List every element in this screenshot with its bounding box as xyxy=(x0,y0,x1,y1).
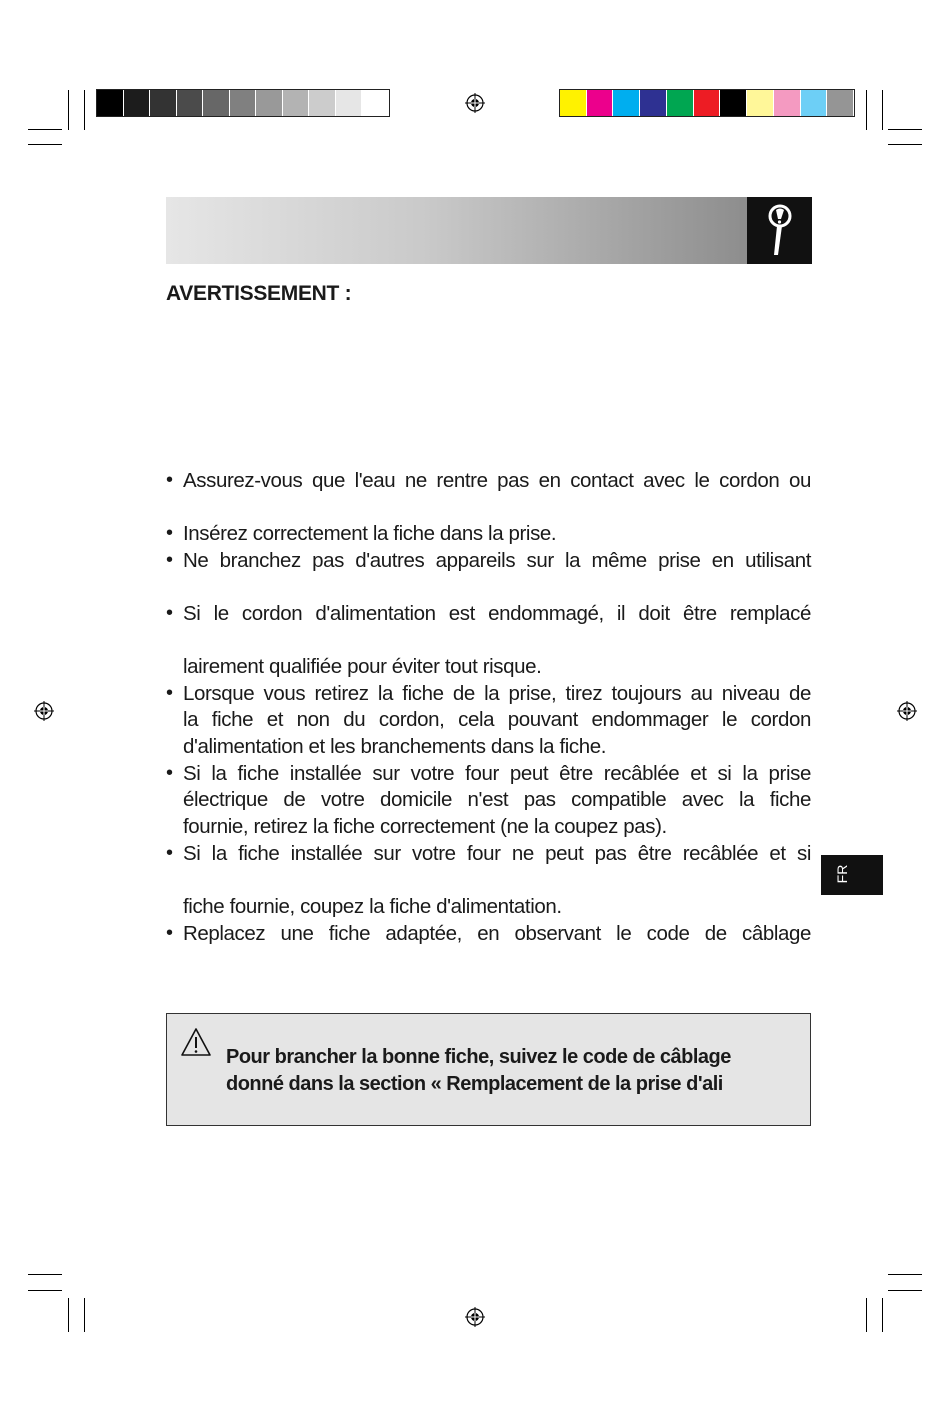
gray-swatch xyxy=(362,90,388,116)
text-line: la fiche et non du cordon, cela pouvant endommager le cordon xyxy=(183,708,811,731)
bullet-icon: • xyxy=(166,549,174,571)
section-header-icon-box xyxy=(747,197,812,264)
bullet-icon: • xyxy=(166,602,174,624)
gray-swatch xyxy=(256,90,283,116)
bullet-icon: • xyxy=(166,922,174,944)
crop-mark xyxy=(888,1274,922,1275)
text-line: Si la fiche installée sur votre four ne peut pas être recâblée et si xyxy=(183,842,811,865)
text-line: Si la fiche installée sur votre four peut être recâblée et si la prise xyxy=(183,762,811,785)
section-header-bar xyxy=(166,197,748,264)
notice-text-line: Pour brancher la bonne fiche, suivez le code de câblage xyxy=(226,1046,731,1068)
notice-text-line: donné dans la section « Remplacement de la prise d'ali xyxy=(226,1073,723,1095)
gray-swatch xyxy=(124,90,151,116)
language-tab-label: FR xyxy=(834,864,850,884)
language-tab xyxy=(821,855,883,895)
text-line: Replacez une fiche adaptée, en observant le code de câblage xyxy=(183,922,811,945)
text-line: lairement qualifiée pour éviter tout risque. xyxy=(183,655,542,678)
registration-mark-icon xyxy=(34,701,54,721)
color-swatch xyxy=(747,90,774,116)
bullet-icon: • xyxy=(166,522,174,544)
text-line: fournie, retirez la fiche correctement (ne la coupez pas). xyxy=(183,815,667,838)
registration-mark-icon xyxy=(465,1307,485,1327)
crop-mark xyxy=(68,1298,69,1332)
color-swatch xyxy=(587,90,614,116)
gray-swatch xyxy=(309,90,336,116)
crop-mark xyxy=(882,90,883,130)
bullet-icon: • xyxy=(166,469,174,491)
crop-mark xyxy=(888,129,922,130)
crop-mark xyxy=(28,144,62,145)
warning-heading: AVERTISSEMENT : xyxy=(166,282,352,305)
color-swatch xyxy=(827,90,853,116)
color-swatch xyxy=(667,90,694,116)
color-swatch xyxy=(774,90,801,116)
process-color-bar xyxy=(559,89,855,117)
crop-mark xyxy=(68,90,69,130)
crop-mark xyxy=(28,129,62,130)
crop-mark xyxy=(28,1290,62,1291)
registration-mark-icon xyxy=(465,93,485,113)
warning-triangle-icon xyxy=(180,1027,212,1057)
crop-mark xyxy=(28,1274,62,1275)
bullet-icon: • xyxy=(166,762,174,784)
bullet-icon: • xyxy=(166,842,174,864)
crop-mark xyxy=(84,1298,85,1332)
crop-mark xyxy=(888,1290,922,1291)
gray-swatch xyxy=(177,90,204,116)
text-line: Lorsque vous retirez la fiche de la prise, tirez toujours au niveau de xyxy=(183,682,811,705)
gray-swatch xyxy=(203,90,230,116)
gray-swatch xyxy=(336,90,363,116)
color-swatch xyxy=(560,90,587,116)
text-line: électrique de votre domicile n'est pas compatible avec la fiche xyxy=(183,788,811,811)
crop-mark xyxy=(888,144,922,145)
warning-magnifier-icon xyxy=(747,197,812,264)
text-line: Si le cordon d'alimentation est endommagé, il doit être remplacé xyxy=(183,602,811,625)
text-line: d'alimentation et les branchements dans la fiche. xyxy=(183,735,607,758)
color-swatch xyxy=(801,90,828,116)
registration-mark-icon xyxy=(897,701,917,721)
color-swatch xyxy=(640,90,667,116)
crop-mark xyxy=(84,90,85,130)
text-line: Insérez correctement la fiche dans la prise. xyxy=(183,522,557,545)
grayscale-color-bar xyxy=(96,89,390,117)
notice-box xyxy=(166,1013,811,1126)
color-swatch xyxy=(613,90,640,116)
text-line: Ne branchez pas d'autres appareils sur la même prise en utilisant xyxy=(183,549,811,572)
gray-swatch xyxy=(150,90,177,116)
gray-swatch xyxy=(283,90,310,116)
bullet-icon: • xyxy=(166,682,174,704)
text-line: fiche fournie, coupez la fiche d'alimentation. xyxy=(183,895,562,918)
crop-mark xyxy=(866,90,867,130)
gray-swatch xyxy=(230,90,257,116)
crop-mark xyxy=(882,1298,883,1332)
color-swatch xyxy=(720,90,747,116)
color-swatch xyxy=(694,90,721,116)
gray-swatch xyxy=(97,90,124,116)
text-line: Assurez-vous que l'eau ne rentre pas en contact avec le cordon ou xyxy=(183,469,811,492)
crop-mark xyxy=(866,1298,867,1332)
